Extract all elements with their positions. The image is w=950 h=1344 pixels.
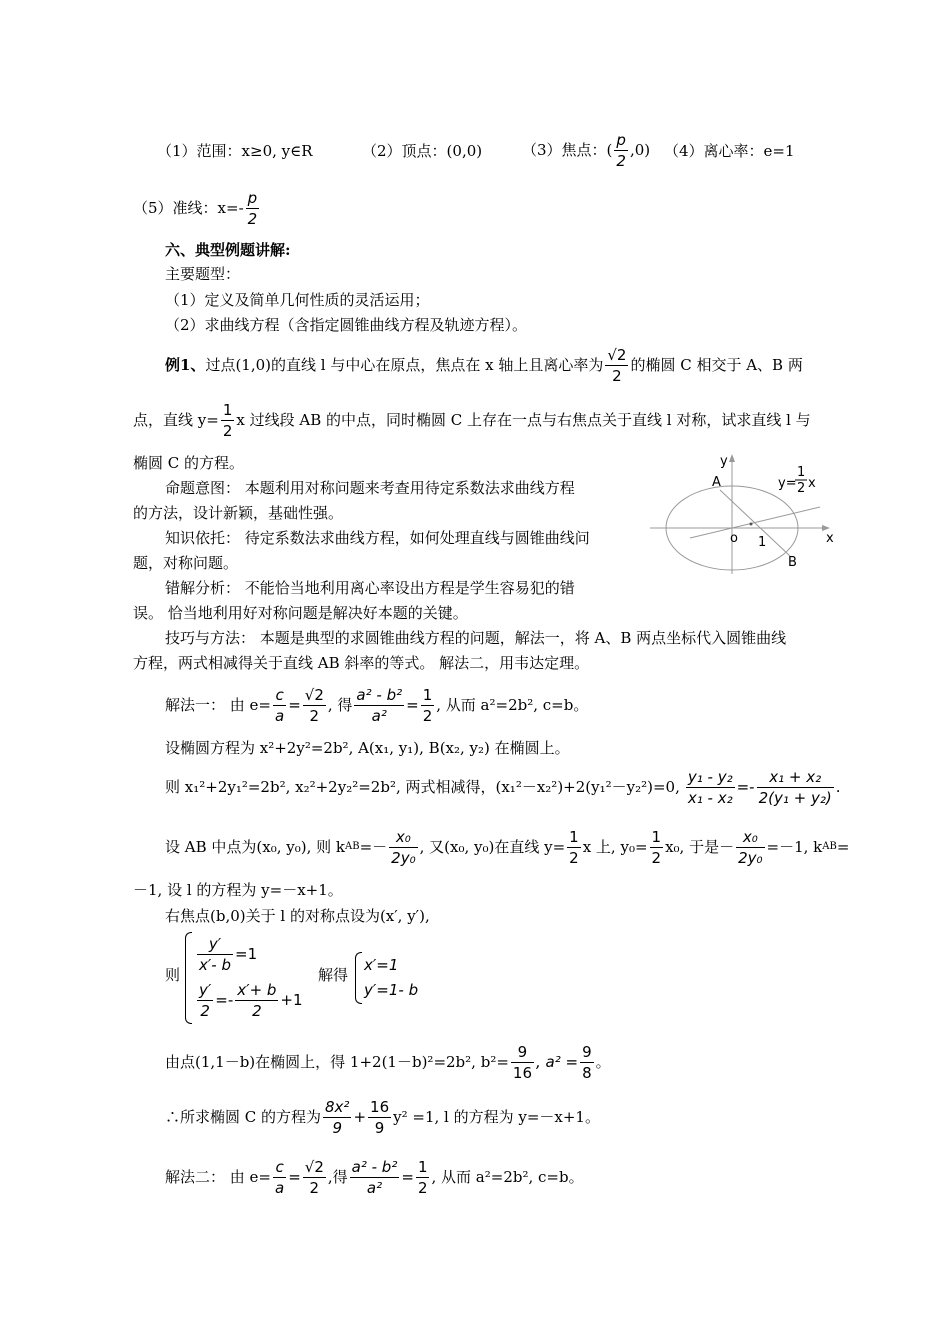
fraction-half [421, 685, 435, 726]
sol1-line-4 [165, 825, 849, 869]
frac-num: 16 [370, 1097, 390, 1116]
sol-text: x₀, 于是－ [665, 838, 735, 856]
frac-num: c [273, 1157, 286, 1178]
error-2: 误。 恰当地利用好对称问题是解决好本题的关键。 [133, 604, 468, 622]
tech-1: 技巧与方法： 本题是典型的求圆锥曲线方程的问题，解法一，将 A、B 两点坐标代入圆锥曲线 [165, 629, 787, 647]
prop-focus-end: ,0) [629, 141, 651, 159]
fraction-a2b2-over-a2 [354, 685, 404, 726]
frac-num: 1 [417, 1157, 428, 1176]
frac-den: 9 [332, 1118, 342, 1137]
sol-text: ∴所求椭圆 C 的方程为 [165, 1108, 322, 1126]
frac-num: 9 [511, 1042, 534, 1063]
fraction-y-over-xb [197, 934, 233, 975]
sol-text: x 上, y₀= [582, 838, 648, 856]
frac-den: 2y₀ [738, 848, 763, 867]
fraction-half [567, 827, 581, 868]
frac-den: 2 [422, 706, 433, 725]
fraction-xb-over-2 [235, 980, 278, 1021]
line-eq-x: x [808, 476, 816, 491]
point-b-label: B [788, 555, 797, 570]
frac-num: √2 [304, 1157, 324, 1176]
line-eq-num: 1 [797, 465, 806, 480]
frac-den: a² [371, 706, 387, 725]
one-label: 1 [758, 535, 767, 550]
fraction-x0-2y0 [736, 827, 764, 868]
left-brace [185, 932, 192, 1024]
sol-text: . [835, 778, 841, 796]
frac-den: 2 [247, 209, 258, 228]
frac-num: y′ [197, 934, 233, 955]
sol-text: , 又(x₀, y₀)在直线 y= [419, 838, 566, 856]
prop-focus [522, 130, 650, 170]
frac-den: 2 [616, 151, 626, 170]
frac-den: 2 [222, 421, 233, 440]
frac-num: 8x² [325, 1097, 350, 1116]
sol-text: y² =1, l 的方程为 y=－x+1。 [393, 1108, 600, 1126]
origin-label: o [730, 531, 738, 546]
example-text: 点，直线 y= [133, 411, 219, 429]
frac-den: 2 [569, 848, 579, 867]
system-eq-2 [195, 978, 303, 1022]
sol1-line-8 [165, 1095, 600, 1139]
frac-den: 2(y₁ + y₂) [758, 788, 832, 807]
sol-text: = [836, 838, 850, 856]
line-equation-label: y= [778, 476, 797, 491]
sol-text: =－1, k [766, 838, 823, 856]
frac-num: 1 [651, 827, 662, 846]
sol-text: 设 AB 中点为(x₀, y₀), 则 k [165, 838, 345, 856]
sol1-line-5: －1, 设 l 的方程为 y=－x+1。 [133, 881, 343, 899]
sol-text: +1 [280, 991, 303, 1009]
sol-subscript: AB [822, 841, 837, 852]
frac-num: 1 [222, 400, 233, 419]
frac-num: c [273, 685, 286, 706]
example-line-3: 椭圆 C 的方程。 [133, 454, 245, 472]
sol1-line-1: 解法一： 由 e= $\frac{c}{a}$ = $\frac{√2}{2}$ , 得 $\frac{\text{a² - b²}}{\text{a²}}$ = $\frac{1}{2}$ , 从而 a²=2b², c=b。 [165, 685, 589, 725]
type-1: （1）定义及简单几何性质的灵活运用； [165, 291, 430, 309]
example-text: x 过线段 AB 的中点，同时椭圆 C 上存在一点与右焦点关于直线 l 对称，试求直线 l 与 [236, 411, 811, 429]
frac-den: 16 [512, 1063, 532, 1082]
frac-num: x₁ + x₂ [757, 767, 834, 788]
y-axis-label: y [720, 454, 728, 469]
sol-text: + [353, 1108, 367, 1126]
type-2: （2）求曲线方程（含指定圆锥曲线方程及轨迹方程）。 [165, 316, 528, 334]
sol1-line-6: 右焦点(b,0)关于 l 的对称点设为(x′, y′), [165, 907, 430, 925]
intent-2: 的方法，设计新颖，基础性强。 [133, 504, 344, 522]
prop-vertex: （2）顶点：(0,0) [362, 142, 483, 160]
frac-den: 2 [252, 1001, 262, 1020]
line-eq-den: 2 [797, 481, 806, 496]
frac-den: 2 [651, 848, 662, 867]
fraction-16-9 [368, 1097, 391, 1138]
frac-den: 2y₀ [391, 848, 416, 867]
frac-den: 9 [374, 1118, 385, 1137]
frac-num: x′+ b [237, 980, 277, 999]
sol1-line-7 [165, 1040, 611, 1084]
system-solve: 解得 [318, 966, 349, 984]
frac-den: 8 [582, 1063, 592, 1082]
frac-den: a [274, 1178, 285, 1197]
system-result-2: y′=1- b [364, 981, 419, 999]
fraction-a2b2-over-a2 [350, 1157, 400, 1198]
system-result-1: x′=1 [364, 956, 399, 974]
fraction-sqrt2-over-2 [605, 345, 628, 386]
frac-num: 9 [582, 1042, 592, 1061]
basis-2: 题，对称问题。 [133, 554, 239, 572]
right-brace [355, 952, 362, 1004]
frac-num: x₀ [736, 827, 764, 848]
fraction-c-over-a [273, 1157, 286, 1198]
error-1: 错解分析： 不能恰当地利用离心率设出方程是学生容易犯的错 [165, 579, 575, 597]
frac-num: p [246, 188, 260, 209]
example-text: 过点(1,0)的直线 l 与中心在原点，焦点在 x 轴上且离心率为 [205, 356, 604, 374]
sol-text: , 从而 a²=2b², c=b。 [431, 1168, 584, 1186]
fraction-half [221, 400, 235, 441]
frac-den: 2 [309, 1178, 320, 1197]
sol-text: =1 [235, 945, 258, 963]
frac-num: 1 [422, 685, 433, 704]
system-eq-1 [195, 932, 257, 976]
frac-num: a² - b² [351, 1157, 398, 1176]
frac-den: 2 [309, 706, 320, 725]
fraction-sum-ratio [757, 767, 834, 808]
fraction-8x2-9 [323, 1097, 351, 1138]
sol-text: 解法一： 由 e= [165, 696, 271, 714]
frac-num: 1 [569, 827, 579, 846]
frac-den: a² [366, 1178, 383, 1197]
example-label: 例1、 [165, 356, 206, 374]
sol1-line-3 [165, 765, 841, 809]
fraction-dy-dx [686, 767, 735, 808]
example-line-2 [133, 398, 811, 442]
system-then: 则 [165, 966, 181, 984]
sol-text: , 得 [327, 696, 353, 714]
sol-text: , a² = [536, 1053, 579, 1071]
sol-text: =- [215, 991, 234, 1009]
sol-text: 由点(1,1－b)在椭圆上，得 1+2(1－b)²=2b², b²= [165, 1053, 509, 1071]
sol-text: =－ [359, 838, 388, 856]
fraction-9-16 [511, 1042, 534, 1083]
fraction-sqrt2-over-2 [303, 1157, 326, 1198]
frac-den: 2 [612, 366, 622, 385]
fraction-half [650, 827, 664, 868]
sol2-line-1: 解法二： 由 e= $\frac{c}{a}$ = $\frac{√2}{2}$ ,得 $\frac{\text{a² - b²}}{\text{a²}}$ = $\frac{1}{2}$ , 从而 a²=2b², c=b。 [165, 1157, 584, 1197]
types-title: 主要题型： [165, 265, 241, 283]
sol-subscript: AB [345, 841, 360, 852]
fraction-p-over-2 [614, 130, 628, 171]
example-line-1 [165, 343, 803, 387]
sol-text: =- [736, 778, 755, 796]
fraction-sqrt2-over-2 [303, 685, 326, 726]
fraction-p-over-2 [246, 188, 260, 229]
section-heading: 六、典型例题讲解: [165, 241, 291, 259]
x-axis-label: x [826, 531, 834, 546]
prop-directrix-text: （5）准线：x=- [133, 199, 244, 217]
sol-text: 则 x₁²+2y₁²=2b², x₂²+2y₂²=2b², 两式相减得，(x₁²－x₂²)+2(y₁²－y₂²)=0, [165, 778, 680, 796]
fraction-9-8 [580, 1042, 594, 1083]
sol-text: ,得 [327, 1168, 348, 1186]
frac-den: x′- b [199, 955, 231, 974]
frac-num: x₀ [389, 827, 417, 848]
fraction-c-over-a [273, 685, 286, 726]
frac-num: y′ [199, 980, 212, 999]
frac-den: 2 [200, 1001, 210, 1020]
sol1-line-2: 设椭圆方程为 x²+2y²=2b², A(x₁, y₁), B(x₂, y₂) 在椭圆上。 [165, 739, 570, 757]
prop-focus-text: （3）焦点：( [522, 141, 613, 159]
point-a-label: A [712, 475, 721, 490]
frac-den: x₁ - x₂ [687, 788, 733, 807]
frac-num: p [614, 130, 628, 151]
prop-eccentricity: （4）离心率：e=1 [664, 142, 795, 160]
sol-text: 解法二： 由 e= [165, 1168, 271, 1186]
frac-den: a [274, 706, 285, 725]
sol-text: , 从而 a²=2b², c=b。 [436, 696, 589, 714]
example-text: 的椭圆 C 相交于 A、B 两 [630, 356, 803, 374]
intent-1: 命题意图： 本题利用对称问题来考查用待定系数法求曲线方程 [165, 479, 575, 497]
fraction-y-over-2 [197, 980, 213, 1021]
line-l [720, 490, 790, 556]
y-arrow-icon [729, 454, 735, 462]
prop-directrix [133, 188, 261, 228]
prop-range: （1）范围：x≥0, y∈R [157, 142, 313, 160]
frac-num: y₁ - y₂ [687, 767, 733, 786]
midpoint-dot [750, 523, 753, 526]
frac-den: 2 [417, 1178, 428, 1197]
frac-num: √2 [607, 345, 627, 364]
ellipse-figure [650, 450, 850, 580]
sol-text: 。 [595, 1053, 611, 1071]
fraction-x0-2y0 [389, 827, 417, 868]
fraction-half [416, 1157, 430, 1198]
basis-1: 知识依托： 待定系数法求曲线方程，如何处理直线与圆锥曲线问 [165, 529, 590, 547]
tech-2: 方程，两式相减得关于直线 AB 斜率的等式。 解法二，用韦达定理。 [133, 654, 590, 672]
frac-num: √2 [304, 685, 324, 704]
frac-num: a² - b² [356, 685, 403, 704]
